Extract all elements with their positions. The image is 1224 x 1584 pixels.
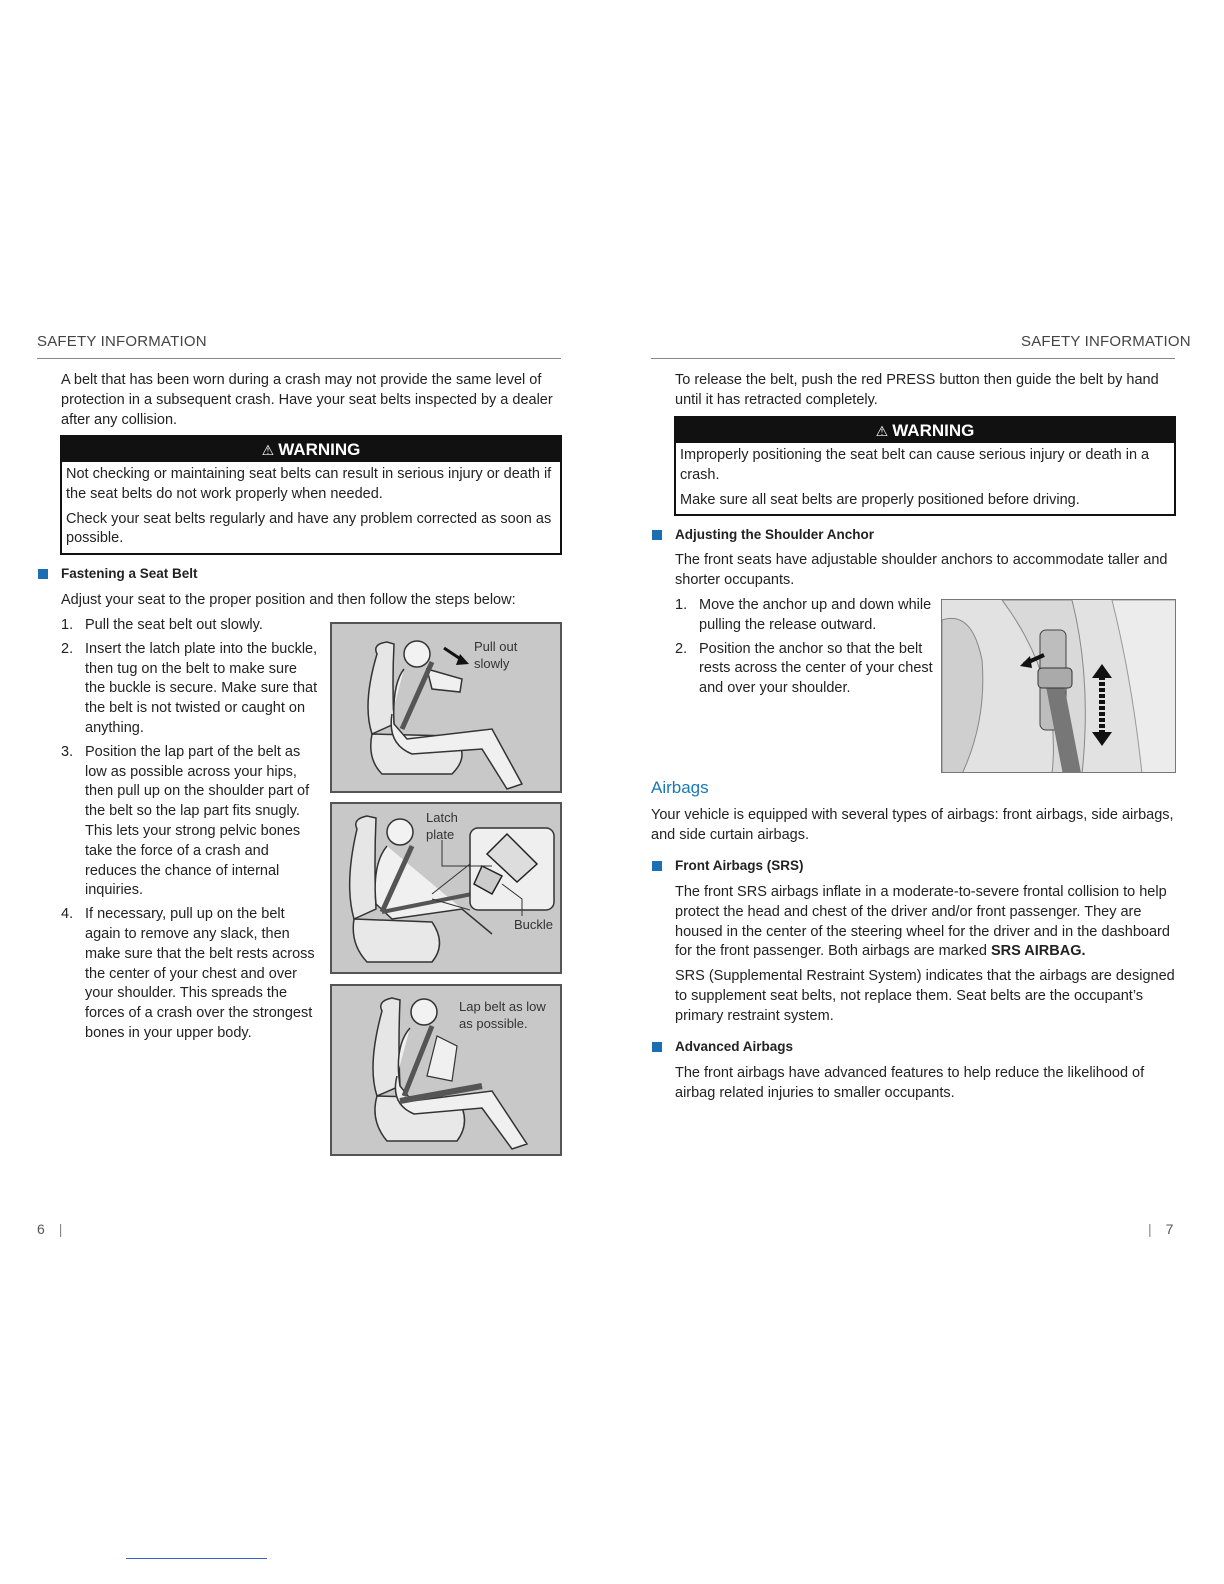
figure-latch-plate-buckle	[330, 802, 562, 974]
step-text: Insert the latch plate into the buckle, then tug on the belt to make sure the buckle is secure. Make sure that the belt is not twisted or caught on anything.	[85, 640, 318, 736]
seated-person-pull-belt-illustration	[332, 624, 562, 793]
advanced-airbags-subheading: Advanced Airbags	[675, 1039, 794, 1054]
right-warning-title: WARNING	[892, 421, 975, 440]
page-number-divider: |	[58, 1221, 63, 1237]
footer-link-underline	[126, 1558, 267, 1559]
figure-pull-out-slowly	[330, 622, 562, 793]
fastening-bullet-icon	[38, 569, 48, 579]
anchor-subheading: Adjusting the Shoulder Anchor	[675, 527, 874, 542]
fastening-subheading: Fastening a Seat Belt	[61, 566, 198, 581]
left-warning-text-2: Check your seat belts regularly and have any problem corrected as soon as possible.	[66, 510, 552, 547]
srs-airbag-label: SRS AIRBAG.	[990, 943, 1086, 960]
airbags-section-title: Airbags	[651, 778, 709, 797]
caption-line: Latch	[426, 810, 458, 825]
left-warning-title-bar	[62, 437, 560, 462]
right-page-number	[1148, 1221, 1173, 1237]
caption-line: Lap belt as low	[459, 999, 546, 1014]
list-item	[61, 640, 321, 739]
front-airbags-paragraph-1	[675, 883, 1175, 962]
left-page-number	[37, 1221, 62, 1237]
page-number-value: 6	[37, 1221, 45, 1237]
advanced-airbags-bullet-icon	[652, 1042, 662, 1052]
list-item	[675, 640, 933, 699]
figure-caption	[474, 638, 517, 672]
figure-lap-belt-low	[330, 984, 562, 1156]
front-airbags-text: The front SRS airbags inflate in a moderate-to-severe frontal collision to help protect the head and chest of the driver and/or front passenger. They are housed in the center of the steering wheel for the driver and in the dashboard for the front passenger. Both airbags are marked	[675, 884, 1170, 960]
step-text: Position the lap part of the belt as low as possible across your hips, then pull up on the shoulder part of the belt so the lap part fits snugly. This lets your strong pelvic bones take the force of a crash and reduces the chance of internal inquiries.	[85, 743, 310, 899]
caption-line: plate	[426, 827, 455, 842]
shoulder-anchor-illustration	[942, 600, 1176, 773]
fastening-intro: Adjust your seat to the proper position and then follow the steps below:	[61, 592, 516, 608]
left-warning-title: WARNING	[278, 440, 361, 459]
left-warning-box	[60, 435, 562, 555]
airbags-intro: Your vehicle is equipped with several types of airbags: front airbags, side airbags, and side curtain airbags.	[651, 807, 1174, 843]
warning-triangle-icon: ⚠	[875, 423, 889, 439]
caption-line: as possible.	[459, 1016, 528, 1031]
fastening-steps-list	[61, 616, 321, 1048]
page-number-value: 7	[1165, 1221, 1174, 1237]
left-page-header: SAFETY INFORMATION	[37, 333, 207, 350]
step-number: 4.	[61, 906, 74, 923]
step-number: 2.	[675, 640, 688, 657]
step-text: Move the anchor up and down while pulling the release outward.	[699, 597, 932, 633]
right-warning-text-1: Improperly positioning the seat belt can cause serious injury or death in a crash.	[680, 447, 1150, 483]
right-warning-title-bar	[676, 418, 1174, 443]
right-header-rule	[651, 358, 1175, 359]
front-airbags-bullet-icon	[652, 861, 662, 871]
step-text: Position the anchor so that the belt rests across the center of your chest and over your shoulder.	[699, 640, 933, 697]
step-number: 1.	[61, 617, 74, 633]
warning-triangle-icon: ⚠	[261, 442, 275, 458]
figure-shoulder-anchor	[941, 599, 1176, 773]
anchor-bullet-icon	[652, 530, 662, 540]
step-number: 1.	[675, 597, 688, 613]
step-number: 2.	[61, 640, 74, 657]
list-item	[61, 905, 321, 1044]
anchor-steps-list	[675, 596, 933, 703]
caption-line: slowly	[474, 656, 510, 671]
step-number: 3.	[61, 743, 74, 760]
right-intro-paragraph: To release the belt, push the red PRESS button then guide the belt by hand until it has retracted completely.	[675, 372, 1159, 408]
anchor-intro: The front seats have adjustable shoulder anchors to accommodate taller and shorter occupants.	[675, 552, 1168, 588]
front-airbags-paragraph-2: SRS (Supplemental Restraint System) indicates that the airbags are designed to supplement seat belts, not replace them. Seat belts are the occupant’s primary restraint system.	[675, 968, 1175, 1024]
left-intro-paragraph: A belt that has been worn during a crash may not provide the same level of protection in a subsequent crash. Have your seat belts inspected by a dealer after any collision.	[61, 372, 553, 428]
right-page-header: SAFETY INFORMATION	[1021, 333, 1191, 350]
figure-caption-latch	[426, 809, 458, 843]
figure-caption-buckle: Buckle	[514, 917, 554, 932]
right-warning-box	[674, 416, 1176, 516]
list-item	[61, 616, 321, 636]
list-item	[61, 743, 321, 901]
left-warning-text-1: Not checking or maintaining seat belts can result in serious injury or death if the seat belts do not work properly when needed.	[66, 466, 552, 502]
advanced-airbags-paragraph: The front airbags have advanced features to help reduce the likelihood of airbag related injuries to smaller occupants.	[675, 1065, 1145, 1101]
figure-caption	[459, 998, 546, 1032]
list-item	[675, 596, 933, 636]
left-header-rule	[37, 358, 561, 359]
page-number-divider: |	[1148, 1221, 1152, 1237]
step-text: Pull the seat belt out slowly.	[85, 617, 263, 633]
right-warning-text-2: Make sure all seat belts are properly positioned before driving.	[680, 491, 1080, 508]
step-text: If necessary, pull up on the belt again to remove any slack, then make sure that the belt rests across the center of your chest and over your shoulder. This spreads the forces of a crash over the strongest bones in your upper body.	[85, 906, 315, 1041]
caption-line: Pull out	[474, 639, 518, 654]
front-airbags-subheading: Front Airbags (SRS)	[675, 858, 804, 873]
